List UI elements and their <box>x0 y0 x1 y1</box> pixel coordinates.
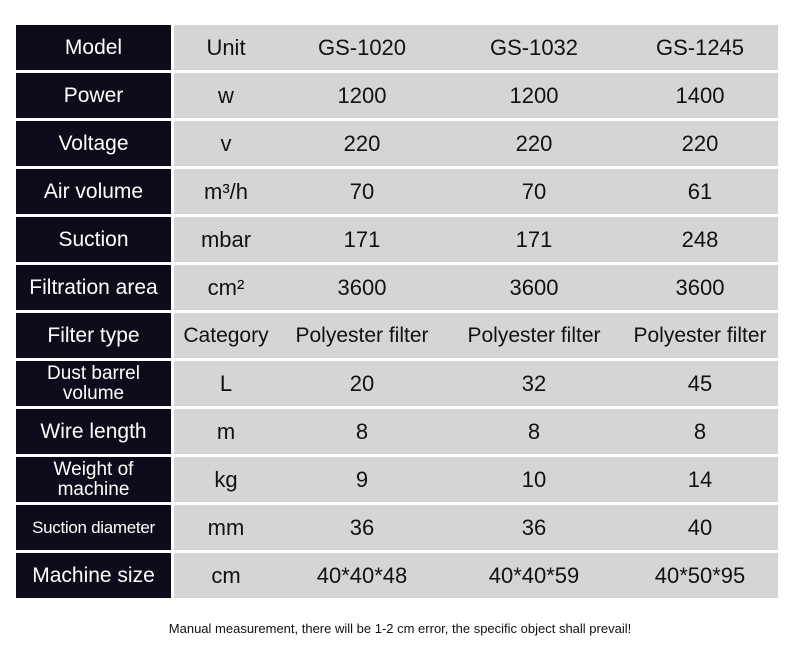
header-unit: Unit <box>174 25 278 70</box>
row-value: 9 <box>278 457 446 502</box>
row-unit: w <box>174 73 278 118</box>
footnote: Manual measurement, there will be 1-2 cm error, the specific object shall prevail! <box>168 621 632 636</box>
spec-table <box>16 25 778 598</box>
row-label: Air volume <box>16 169 174 214</box>
row-label: Voltage <box>16 121 174 166</box>
row-value: 3600 <box>278 265 446 310</box>
row-value: 171 <box>278 217 446 262</box>
row-value: 61 <box>622 169 778 214</box>
row-value: 32 <box>446 361 622 406</box>
row-value: 8 <box>278 409 446 454</box>
model-name: GS-1245 <box>622 25 778 70</box>
row-value: 40*40*48 <box>278 553 446 598</box>
row-value: 1200 <box>446 73 622 118</box>
row-value: 1400 <box>622 73 778 118</box>
row-value: Polyester filter <box>446 313 622 358</box>
row-value: 45 <box>622 361 778 406</box>
row-label: Suction <box>16 217 174 262</box>
row-value: 248 <box>622 217 778 262</box>
row-value: 171 <box>446 217 622 262</box>
row-label: Filtration area <box>16 265 174 310</box>
row-value: 36 <box>446 505 622 550</box>
model-name: GS-1032 <box>446 25 622 70</box>
row-unit: cm² <box>174 265 278 310</box>
row-value: 14 <box>622 457 778 502</box>
row-unit: m <box>174 409 278 454</box>
header-label: Model <box>16 25 174 70</box>
row-unit: kg <box>174 457 278 502</box>
row-label: Machine size <box>16 553 174 598</box>
row-label: Weight of machine <box>16 457 174 502</box>
row-value: 10 <box>446 457 622 502</box>
row-value: 1200 <box>278 73 446 118</box>
row-value: 220 <box>622 121 778 166</box>
row-label: Dust barrel volume <box>16 361 174 406</box>
row-value: 70 <box>446 169 622 214</box>
row-value: Polyester filter <box>278 313 446 358</box>
row-label: Wire length <box>16 409 174 454</box>
row-value: 36 <box>278 505 446 550</box>
row-value: 70 <box>278 169 446 214</box>
row-unit: cm <box>174 553 278 598</box>
model-name: GS-1020 <box>278 25 446 70</box>
row-unit: L <box>174 361 278 406</box>
row-value: 40*50*95 <box>622 553 778 598</box>
row-label: Filter type <box>16 313 174 358</box>
row-value: 3600 <box>622 265 778 310</box>
row-value: 220 <box>446 121 622 166</box>
row-value: 3600 <box>446 265 622 310</box>
row-label: Power <box>16 73 174 118</box>
row-value: Polyester filter <box>622 313 778 358</box>
row-value: 8 <box>446 409 622 454</box>
row-value: 40*40*59 <box>446 553 622 598</box>
row-unit: mm <box>174 505 278 550</box>
row-label: Suction diameter <box>16 505 174 550</box>
row-value: 220 <box>278 121 446 166</box>
row-value: 20 <box>278 361 446 406</box>
row-unit: Category <box>174 313 278 358</box>
row-unit: v <box>174 121 278 166</box>
row-unit: mbar <box>174 217 278 262</box>
row-unit: m³/h <box>174 169 278 214</box>
row-value: 8 <box>622 409 778 454</box>
row-value: 40 <box>622 505 778 550</box>
